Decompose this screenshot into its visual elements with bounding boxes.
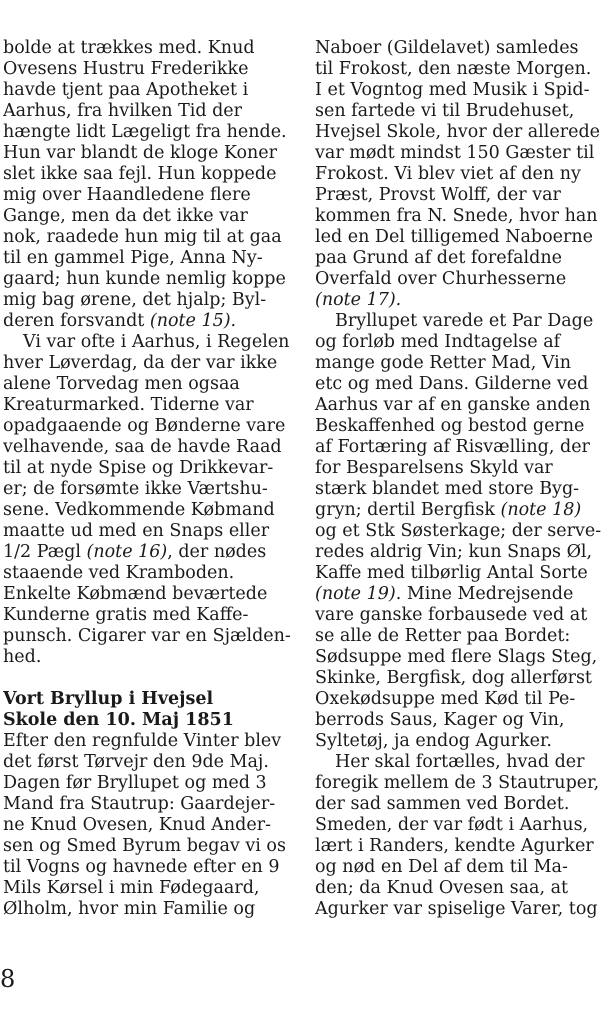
text-line: og et Stk Søsterkage; der serve- (315, 521, 602, 541)
text-line: Naboer (Gildelavet) samledes (315, 38, 579, 58)
left-column (3, 38, 293, 920)
text-line: mig over Haandledene flere (3, 185, 251, 205)
text-line: Aarhus var af en ganske anden (315, 395, 591, 415)
text-line: Ovesens Hustru Frederikke (3, 59, 249, 79)
text-line: nok, raadede hun mig til at gaa (3, 227, 282, 247)
section-heading (3, 689, 293, 731)
text-line: det først Tørvejr den 9de Maj. (3, 752, 269, 772)
paragraph-aarhus (3, 332, 293, 668)
text-line: Her skal fortælles, hvad der (335, 752, 585, 772)
right-column (315, 38, 603, 920)
text-line: og nød en Del af dem til Ma- (315, 857, 568, 877)
text-line: den; da Knud Ovesen saa, at (315, 878, 569, 898)
text-line: Vi var ofte i Aarhus, i Regelen (23, 332, 290, 352)
text-line: sen fartede vi til Brudehuset, (315, 101, 575, 121)
line-text: gryn; dertil Bergfisk (315, 500, 501, 520)
text-line: Hun var blandt de kloge Koner (3, 143, 278, 163)
line-text: deren forsvandt (3, 311, 150, 331)
text-line: til en gammel Pige, Anna Ny- (3, 248, 263, 268)
paragraph-koppe (3, 38, 293, 332)
text-line: hængte lidt Lægeligt fra hende. (3, 122, 287, 142)
text-line: led en Del tilligemed Naboerne (315, 227, 593, 247)
text-line: Skinke, Bergfisk, dog allerførst (315, 668, 592, 688)
text-line: af Fortæring af Risvælling, der (315, 437, 590, 457)
text-line (315, 500, 603, 521)
text-line (3, 311, 293, 332)
text-line: sene. Vedkommende Købmand (3, 500, 275, 520)
paragraph-bryllup (3, 731, 293, 920)
note-reference: (note 15). (149, 311, 237, 331)
text-line: Kunderne gratis med Kaffe- (3, 605, 249, 625)
text-line: ne Knud Ovesen, Knud Ander- (3, 815, 272, 835)
text-line: Kaffe med tilbørlig Antal Sorte (315, 563, 588, 583)
text-line: bolde at trækkes med. Knud (3, 38, 255, 58)
heading-line: Vort Bryllup i Hvejsel (3, 689, 214, 709)
text-line: stærk blandet med store Byg- (315, 479, 580, 499)
text-line: Sødsuppe med flere Slags Steg, (315, 647, 598, 667)
section-gap (3, 668, 293, 689)
text-line: I et Vogntog med Musik i Spid- (315, 80, 590, 100)
text-line: lært i Randers, kendte Agurker (315, 836, 594, 856)
line-text: , der nødes (167, 542, 267, 562)
note-reference: (note 17). (315, 290, 402, 310)
text-line: berrods Saus, Kager og Vin, (315, 710, 565, 730)
text-line: Præst, Provst Wolff, der var (315, 185, 561, 205)
text-line: for Besparelsens Skyld var (315, 458, 553, 478)
text-line: havde tjent paa Apotheket i (3, 80, 249, 100)
text-line: sen og Smed Byrum begav vi os (3, 836, 286, 856)
text-line: gaard; hun kunde nemlig koppe (3, 269, 286, 289)
text-line: opadgaaende og Bønderne vare (3, 416, 286, 436)
note-reference: (note 19) (315, 584, 396, 604)
line-text: . Mine Medrejsende (395, 584, 574, 604)
text-line: Mand fra Stautrup: Gaardejer- (3, 794, 276, 814)
page-number: 8 (0, 965, 16, 993)
text-line: Bryllupet varede et Par Dage (335, 311, 594, 331)
text-line: der sad sammen ved Bordet. (315, 794, 570, 814)
text-line: til Frokost, den næste Morgen. (315, 59, 592, 79)
text-line: punsch. Cigarer var en Sjælden- (3, 626, 291, 646)
text-line: kommen fra N. Snede, hvor han (315, 206, 598, 226)
text-line: Ølholm, hvor min Familie og (3, 899, 256, 919)
note-reference: (note 16) (86, 542, 168, 562)
text-line: alene Torvedag men ogsaa (3, 374, 240, 394)
text-line: staaende ved Kramboden. (3, 563, 235, 583)
paragraph-frokost (315, 38, 603, 311)
text-line: til at nyde Spise og Drikkevar- (3, 458, 274, 478)
text-line: Overfald over Churhesserne (315, 269, 567, 289)
line-text: 1/2 Pægl (3, 542, 87, 562)
text-line: Gange, men da det ikke var (3, 206, 248, 226)
text-line: mig bag ørene, det hjalp; Byl- (3, 290, 267, 310)
text-line: hed. (3, 647, 42, 667)
text-line: Syltetøj, ja endog Agurker. (315, 731, 552, 751)
paragraph-stautruper (315, 752, 603, 920)
text-line: var mødt mindst 150 Gæster til (315, 143, 595, 163)
text-line: er; de forsømte ikke Værtshu- (3, 479, 268, 499)
text-line: redes aldrig Vin; kun Snaps Øl, (315, 542, 593, 562)
text-line: maatte ud med en Snaps eller (3, 521, 270, 541)
text-line: Beskaffenhed og bestod gerne (315, 416, 585, 436)
text-line: Kreaturmarked. Tiderne var (3, 395, 254, 415)
text-line: etc og med Dans. Gilderne ved (315, 374, 589, 394)
text-line: foregik mellem de 3 Stautruper, (315, 773, 600, 793)
text-line: Efter den regnfulde Vinter blev (3, 731, 282, 751)
text-line: velhavende, saa de havde Raad (3, 437, 282, 457)
text-line: slet ikke saa fejl. Hun koppede (3, 164, 277, 184)
text-line: og forløb med Indtagelse af (315, 332, 561, 352)
text-line: til Vogns og havnede efter en 9 (3, 857, 280, 877)
text-line: mange gode Retter Mad, Vin (315, 353, 572, 373)
text-line (315, 584, 603, 605)
text-line: hver Løverdag, da der var ikke (3, 353, 278, 373)
note-reference: (note 18) (500, 500, 582, 520)
text-line: Smeden, der var født i Aarhus, (315, 815, 589, 835)
text-line: Mils Kørsel i min Fødegaard, (3, 878, 260, 898)
text-line: se alle de Retter paa Bordet: (315, 626, 571, 646)
text-line: Frokost. Vi blev viet af den ny (315, 164, 581, 184)
paragraph-gilder (315, 311, 603, 752)
text-line (3, 542, 293, 563)
heading-line: Skole den 10. Maj 1851 (3, 710, 234, 730)
text-line: Agurker var spiselige Varer, tog (315, 899, 598, 919)
text-line: Hvejsel Skole, hvor der allerede (315, 122, 601, 142)
text-line: Aarhus, fra hvilken Tid der (3, 101, 243, 121)
text-line: Dagen før Bryllupet og med 3 (3, 773, 267, 793)
text-line: Enkelte Købmænd beværtede (3, 584, 268, 604)
text-line: vare ganske forbausede ved at (315, 605, 588, 625)
text-line: Oxekødsuppe med Kød til Pe- (315, 689, 576, 709)
text-line: paa Grund af det forefaldne (315, 248, 562, 268)
